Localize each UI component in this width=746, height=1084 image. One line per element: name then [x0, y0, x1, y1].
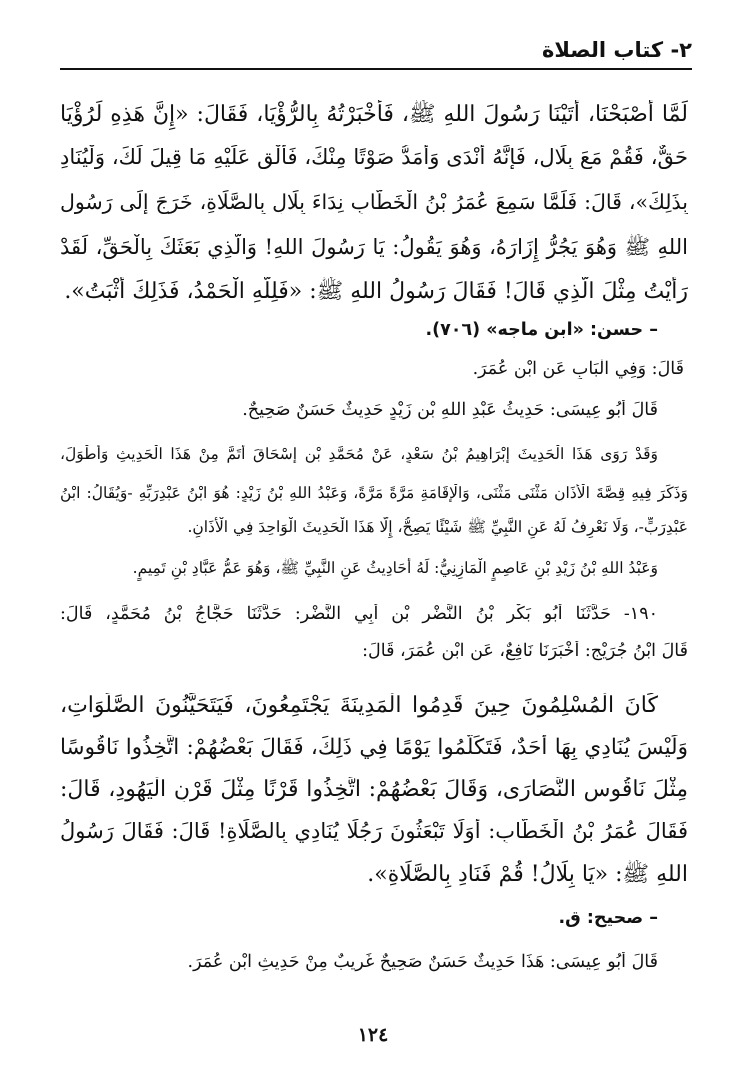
header-rule — [60, 68, 692, 70]
hadith-text-line: كَانَ الْمُسْلِمُونَ حِينَ قَدِمُوا الْمَدِينَةَ يَجْتَمِعُونَ، فَيَتَحَيَّنُونَ الصَّلَوَاتِ، — [60, 693, 658, 718]
running-header — [60, 36, 692, 72]
hadith-text-line: رَأَيْتُ مِثْلَ الَّذِي قَالَ! فَقَالَ رَسُولُ اللهِ ﷺ: «فَلِلَّهِ الْحَمْدُ، فَذَلِكَ أَثْبَتُ». — [64, 279, 688, 304]
hadith-text-line: بِذَلِكَ»، قَالَ: فَلَمَّا سَمِعَ عُمَرُ بْنُ الْخَطَّابِ نِدَاءَ بِلَالٍ بِالصَّلَاةِ، خَرَجَ إِلَى رَسُولِ — [60, 190, 688, 214]
commentary-line: قَالَ أَبُو عِيسَى: حَدِيثُ عَبْدِ اللهِ بْنِ زَيْدٍ حَدِيثٌ حَسَنٌ صَحِيحٌ. — [242, 400, 658, 420]
grade-note: – صحيح: ق. — [558, 908, 658, 928]
isnad-line: قَالَ ابْنُ جُرَيْجٍ: أَخْبَرَنَا نَافِعٌ، عَنِ ابْنِ عُمَرَ، قَالَ: — [362, 641, 688, 661]
hadith-text-line: حَقٌّ، فَقُمْ مَعَ بِلَالٍ، فَإِنَّهُ أَنْدَى وَأَمَدُّ صَوْتًا مِنْكَ، فَأَلْقِ عَلَيْهِ مَا قِيلَ لَكَ، وَلْيُنَادِ — [60, 145, 688, 169]
hadith-text-line: لَمَّا أَصْبَحْنَا، أَتَيْنَا رَسُولَ اللهِ ﷺ، فَأَخْبَرْتُهُ بِالرُّؤْيَا، فَقَالَ: «إِنَّ هَذِهِ لَرُؤْيَا — [60, 102, 688, 127]
grade-note: – حسن: «ابن ماجه» (٧٠٦). — [425, 320, 658, 340]
commentary-line: وَعَبْدُ اللهِ بْنُ زَيْدِ بْنِ عَاصِمٍ الْمَازِنِيُّ: لَهُ أَحَادِيثُ عَنِ النَّبِيِّ ﷺ، وَهُوَ عَمُّ عَبَّادِ بْنِ تَمِيمٍ. — [132, 559, 658, 577]
hadith-text-line: اللهِ ﷺ: «يَا بِلَالُ! قُمْ فَنَادِ بِالصَّلَاةِ». — [367, 862, 688, 887]
chapter-title: ٢- كتاب الصلاة — [541, 38, 692, 62]
hadith-text-line: فَقَالَ عُمَرُ بْنُ الْخَطَّابِ: أَوَلَا تَبْعَثُونَ رَجُلًا يُنَادِي بِالصَّلَاةِ! قَالَ: فَقَالَ رَسُولُ — [60, 819, 688, 843]
page-number: ١٢٤ — [357, 1024, 389, 1046]
hadith-text-line: مِثْلَ نَاقُوسِ النَّصَارَى، وَقَالَ بَعْضُهُمْ: اتَّخِذُوا قَرْنًا مِثْلَ قَرْنِ الْيَهُودِ، قَالَ: — [60, 777, 688, 802]
commentary-line: وَذَكَرَ فِيهِ قِصَّةَ الْأَذَانِ مَثْنَى مَثْنَى، وَالْإِقَامَةِ مَرَّةً مَرَّةً، وَعَبْدُ اللهِ بْنُ زَيْدٍ: هُوَ ابْنُ عَبْدِرَبِّهِ -وَيُقَالُ: ابْنُ — [60, 484, 688, 502]
commentary-line: وَقَدْ رَوَى هَذَا الْحَدِيثَ إِبْرَاهِيمُ بْنُ سَعْدٍ، عَنْ مُحَمَّدِ بْنِ إِسْحَاقَ أَتَمَّ مِنْ هَذَا الْحَدِيثِ وَأَطْوَلَ، — [60, 445, 658, 463]
commentary-line: قَالَ أَبُو عِيسَى: هَذَا حَدِيثٌ حَسَنٌ صَحِيحٌ غَرِيبٌ مِنْ حَدِيثِ ابْنِ عُمَرَ. — [187, 952, 658, 972]
isnad-line: ١٩٠- حَدَّثَنَا أَبُو بَكْرِ بْنُ النَّضْرِ بْنِ أَبِي النَّضْرِ: حَدَّثَنَا حَجَّاجُ بْنُ مُحَمَّدٍ، قَالَ: — [60, 604, 658, 624]
commentary-line: عَبْدِرَبٍّ-، وَلَا نَعْرِفُ لَهُ عَنِ النَّبِيِّ ﷺ شَيْئًا يَصِحُّ، إِلَّا هَذَا الْحَدِيثَ الْوَاحِدَ فِي الْأَذَانِ. — [187, 518, 688, 536]
hadith-text-line: وَلَيْسَ يُنَادِي بِهَا أَحَدٌ، فَتَكَلَّمُوا يَوْمًا فِي ذَلِكَ، فَقَالَ بَعْضُهُمْ: اتَّخِذُوا نَاقُوسًا — [60, 735, 688, 760]
hadith-text-line: اللهِ ﷺ وَهُوَ يَجُرُّ إِزَارَهُ، وَهُوَ يَقُولُ: يَا رَسُولَ اللهِ! وَالَّذِي بَعَثَكَ بِالْحَقِّ، لَقَدْ — [60, 235, 688, 259]
chapter-note: قَالَ: وَفِي الْبَابِ عَنِ ابْنِ عُمَرَ. — [472, 359, 684, 379]
